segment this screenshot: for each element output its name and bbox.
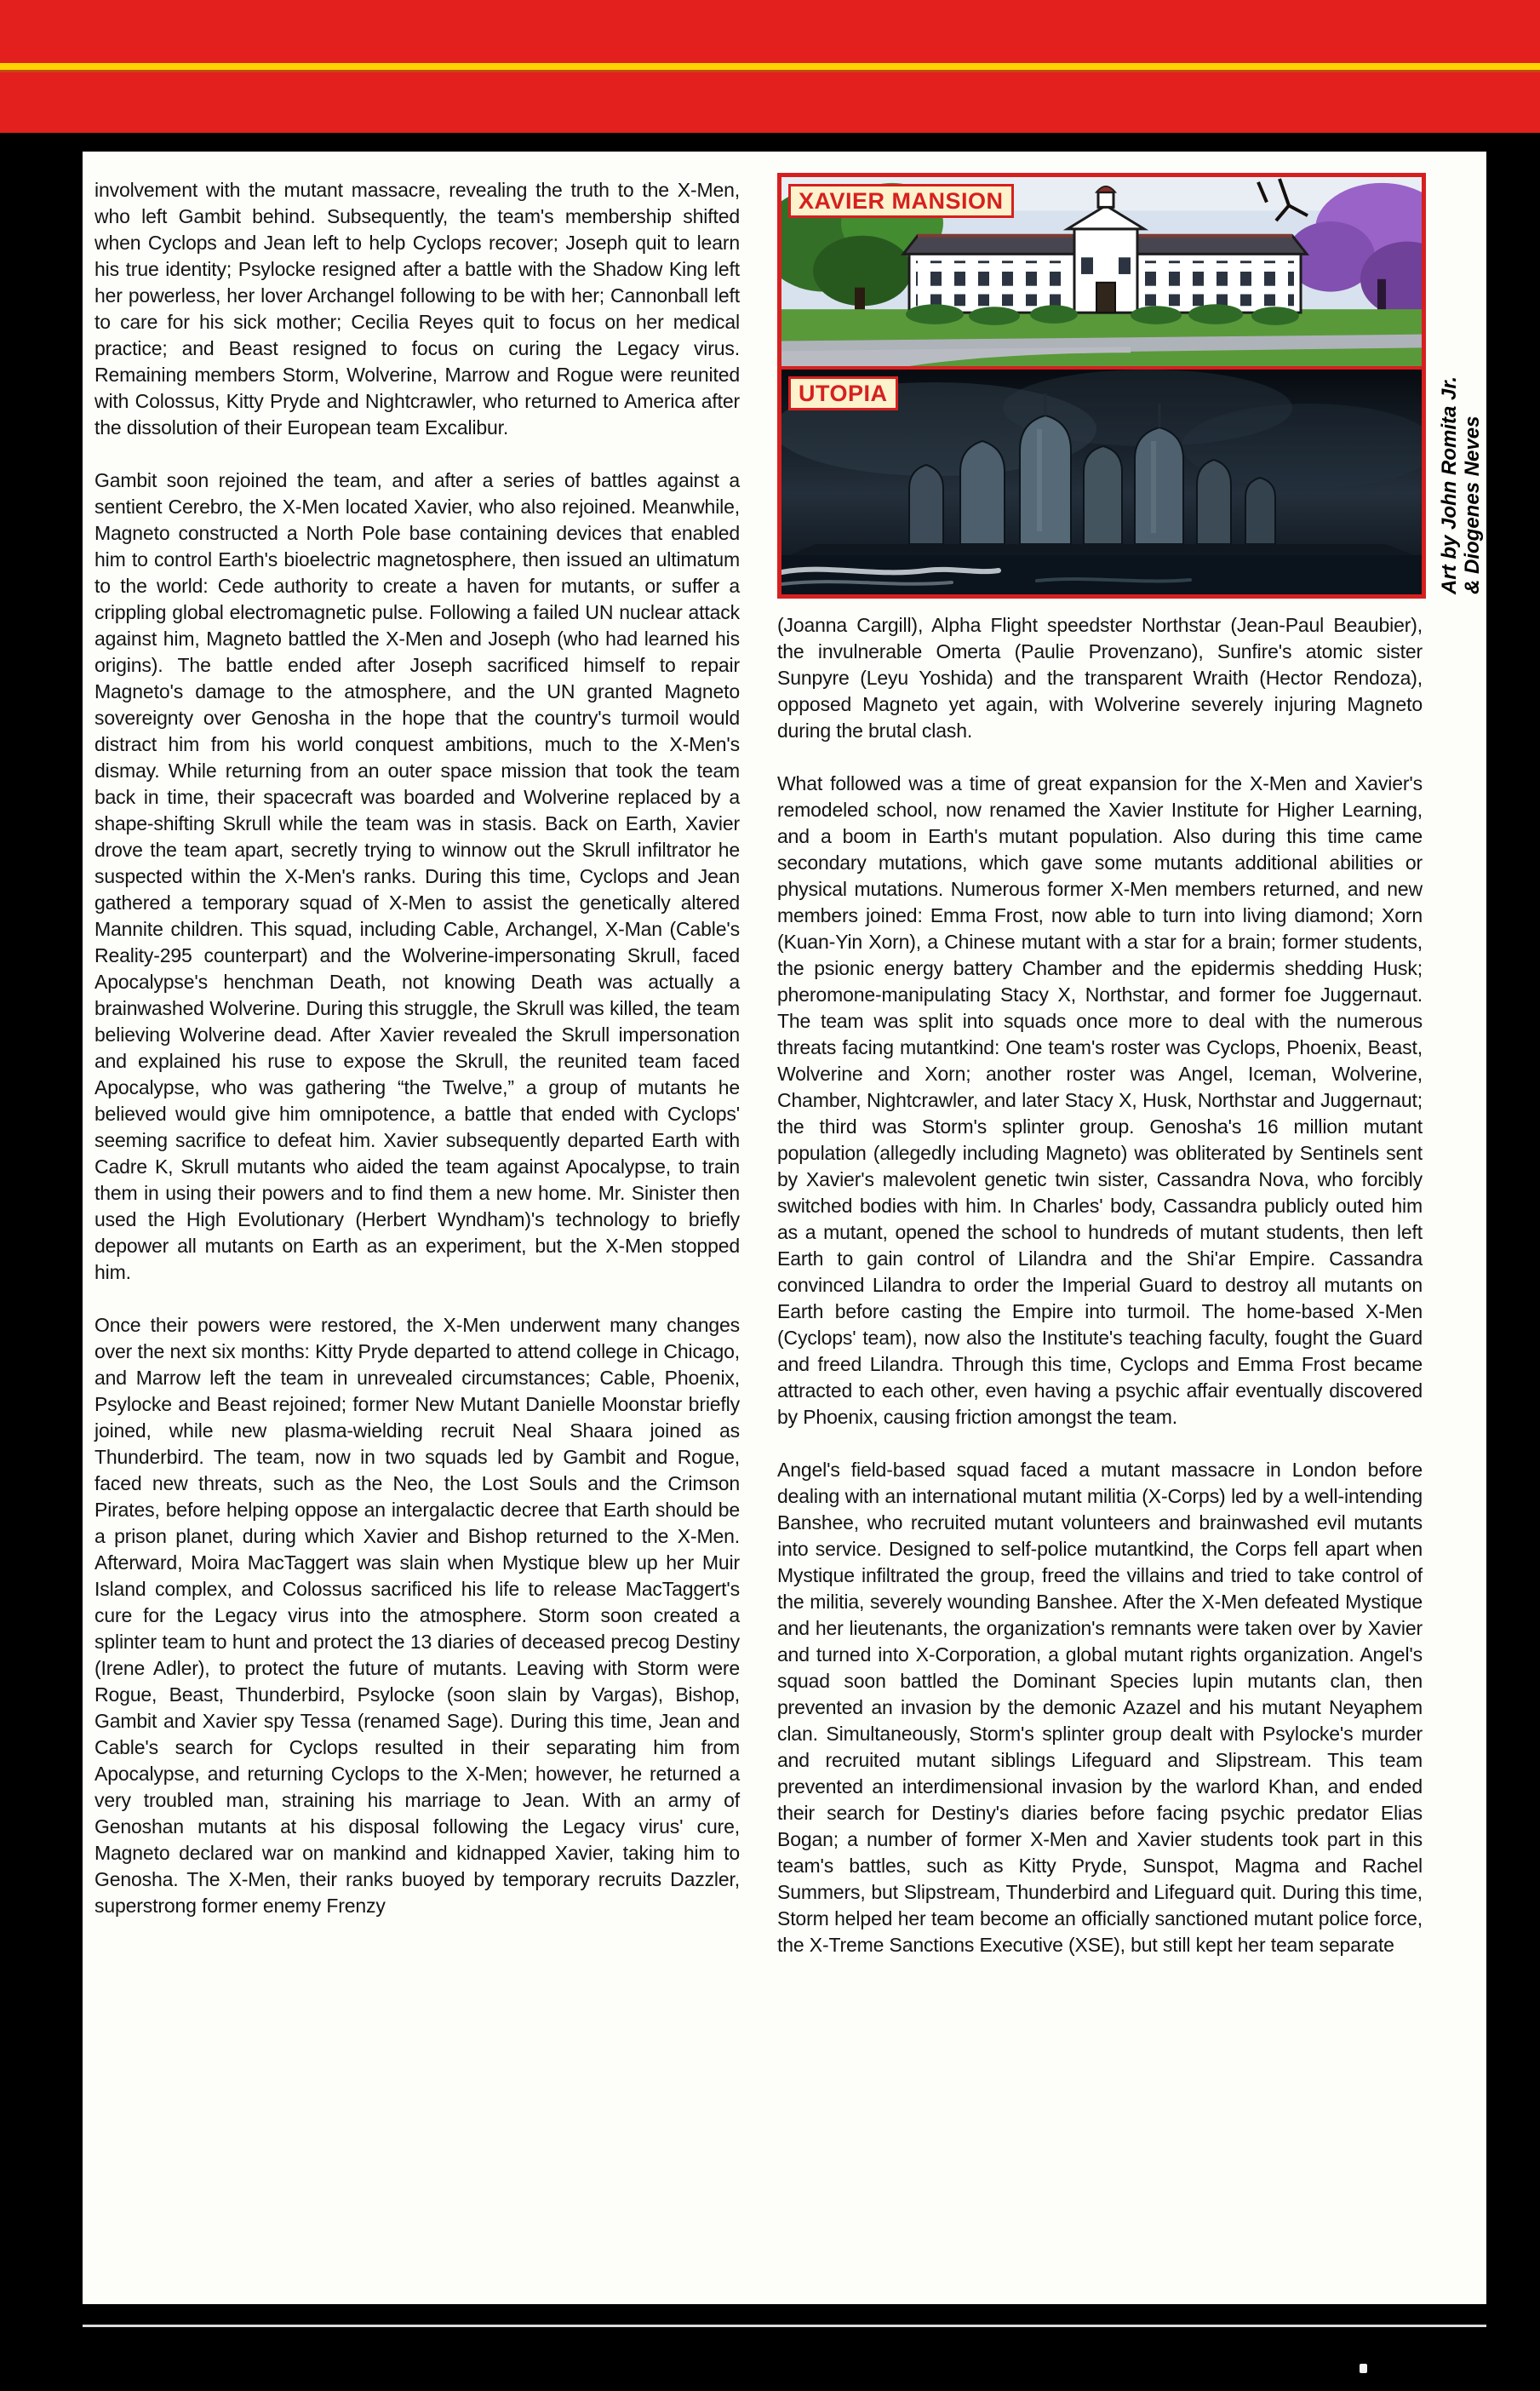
body-paragraph: involvement with the mutant massacre, revealing the truth to the X-Men, who left Gambit behind. Subsequently, the team's membership shifted when Cyclops and Jean left to help Cyclops recover; Joseph quit to learn his true identity; Psylocke resigned after a battle with the Shadow King left her powerless, her lover Archangel following to be with her; Cannonball left to care for his sick mother; Cecilia Reyes quit to focus on her medical practice; and Beast resigned to focus on curing the Legacy virus. Remaining members Storm, Wolverine, Marrow and Rogue were reunited with Colossus, Kitty Pryde and Nightcrawler, who returned to America after the dissolution of their European team Excalibur. [94,179,740,439]
body-paragraph: (Joanna Cargill), Alpha Flight speedster Northstar (Jean-Paul Beaubier), the invulnerable Omerta (Paulie Provenzano), Sunfire's atomic sister Sunpyre (Leyu Yoshida) and the transparent Wraith (Hector Rendoza), opposed Magneto yet again, with Wolverine severely injuring Magneto during the brutal clash. [777,614,1423,742]
utopia-label: UTOPIA [788,376,898,410]
art-credit-line2: & Diogenes Neves [1461,416,1484,594]
xavier-mansion-label: XAVIER MANSION [788,184,1014,218]
utopia-art [781,370,1422,594]
left-text-column [94,177,740,1919]
xavier-mansion-art [781,177,1422,370]
body-paragraph: Gambit soon rejoined the team, and after a series of battles against a sentient Cerebro, the X-Men located Xavier, who also rejoined. Meanwhile, Magneto constructed a North Pole base containing devices that enabled him to control Earth's bioelectric magnetosphere, then issued an ultimatum to the world: Cede authority to create a haven for mutants, or suffer a crippling global electromagnetic pulse. Following a failed UN nuclear attack against him, Magneto battled the X-Men and Joseph (who had learned his origins). The battle ended after Joseph sacrificed himself to repair Magneto's damage to the atmosphere, and the UN granted Magneto sovereignty over Genosha in the hope that the country's turmoil would distract him from his world conquest ambitions, much to the X-Men's dismay. While returning from an outer space mission that took the team back in time, their spacecraft was boarded and Wolverine replaced by a shape-shifting Skrull while the team was in stasis. Back on Earth, Xavier drove the team apart, secretly trying to winnow out the Skrull infiltrator he suspected within the X-Men's ranks. During this time, Cyclops and Jean gathered a temporary squad of X-Men to assist the genetically altered Mannite children. This squad, including Cable, Archangel, X-Man (Cable's Reality-295 counterpart) and the Wolverine-impersonating Skrull, faced Apocalypse's henchman Death, not knowing Death was actually a brainwashed Wolverine. During this struggle, the Skrull was killed, the team believing Wolverine dead. After Xavier revealed the Skrull impersonation and explained his ruse to expose the Skrull, the reunited team faced Apocalypse, who was gathering “the Twelve,” a group of mutants he believed would give him omnipotence, a battle that ended with Cyclops' seeming sacrifice to defeat him. Xavier subsequently departed Earth with Cadre K, Skrull mutants who aided the team against Apocalypse, to train them in using their powers and to find them a new home. Mr. Sinister then used the High Evolutionary (Herbert Wyndham)'s technology to briefly depower all mutants on Earth as an experiment, but the X-Men stopped him. [94,469,740,1283]
right-column [777,173,1423,1958]
gold-stripe [0,63,1540,70]
right-text-column [777,612,1423,1958]
body-paragraph: Angel's field-based squad faced a mutant massacre in London before dealing with an international mutant militia (X-Corps) led by a well-intending Banshee, who recruited mutant volunteers and brainwashed evil mutants into service. Designed to self-police mutantkind, the Corps fell apart when Mystique infiltrated the group, freed the villains and tried to take control of the militia, severely wounding Banshee. After the X-Men defeated Mystique and her lieutenants, the organization's remnants were taken over by Xavier and turned into X-Corporation, a global mutant rights organization. Angel's squad soon battled the Dominant Species lupin mutants clan, then prevented an invasion by the demonic Azazel and his mutant Neyaphem clan. Simultaneously, Storm's splinter group dealt with Psylocke's murder and recruited mutant siblings Lifeguard and Slipstream. This team prevented an interdimensional invasion by the warlord Khan, and ended their search for Destiny's diaries before facing psychic predator Elias Bogan; a number of former X-Men and Xavier students took part in this team's battles, such as Kitty Pryde, Sunspot, Magma and Rachel Summers, but Slipstream, Thunderbird and Lifeguard quit. During this time, Storm helped her team become an officially sanctioned mutant police force, the X-Treme Sanctions Executive (XSE), but still kept her team separate [777,1459,1423,1956]
page-mark [1360,2364,1367,2373]
bottom-hairline [83,2325,1486,2327]
art-credit-line1: Art by John Romita Jr. [1438,376,1461,594]
gold-stripe-shadow [0,70,1540,72]
top-red-band [0,0,1540,133]
body-paragraph: Once their powers were restored, the X-Men underwent many changes over the next six months: Kitty Pryde departed to attend college in Chicago, and Marrow left the team in unrevealed circumstances; Cable, Phoenix, Psylocke and Beast rejoined; former New Mutant Danielle Moonstar briefly joined, while new plasma-wielding recruit Neal Shaara joined as Thunderbird. The team, now in two squads led by Gambit and Rogue, faced new threats, such as the Neo, the Lost Souls and the Crimson Pirates, before helping oppose an intergalactic decree that Earth should be a prison planet, during which Xavier and Bishop returned to the X-Men. Afterward, Moira MacTaggert was slain when Mystique blew up her Muir Island complex, and Colossus sacrificed his life to release MacTaggert's cure for the Legacy virus into the atmosphere. Storm soon created a splinter team to hunt and protect the 13 diaries of deceased precog Destiny (Irene Adler), to protect the future of mutants. Leaving with Storm were Rogue, Beast, Thunderbird, Psylocke (soon slain by Vargas), Bishop, Gambit and Xavier spy Tessa (renamed Sage). During this time, Jean and Cable's search for Cyclops resulted in their separating him from Apocalypse, and returning Cyclops to the X-Men; however, he returned a very troubled man, straining his marriage to Jean. With an army of Genoshan mutants at his disposal following the Legacy virus' cure, Magneto declared war on mankind and kidnapped Xavier, taking him to Genosha. The X-Men, their ranks buoyed by temporary recruits Dazzler, superstrong former enemy Frenzy [94,1314,740,1917]
art-panel [777,173,1426,599]
body-paragraph: What followed was a time of great expansion for the X-Men and Xavier's remodeled school, now renamed the Xavier Institute for Higher Learning, and a boom in Earth's mutant population. Also during this time came secondary mutations, which gave some mutants additional abilities or physical mutations. Numerous former X-Men members returned, and new members joined: Emma Frost, now able to turn into living diamond; Xorn (Kuan-Yin Xorn), a Chinese mutant with a star for a brain; former students, the psionic energy battery Chamber and the epidermis shedding Husk; pheromone-manipulating Stacy X, Northstar, and former foe Juggernaut. The team was split into squads once more to deal with the numerous threats facing mutantkind: One team's roster was Cyclops, Phoenix, Beast, Wolverine and Xorn; another roster was Angel, Iceman, Wolverine, Chamber, Nightcrawler, and later Stacy X, Husk, Northstar and Juggernaut; the third was Storm's splinter group. Genosha's 16 million mutant population (allegedly including Magneto) was obliterated by Sentinels sent by Xavier's malevolent genetic twin sister, Cassandra Nova, who forcibly switched bodies with him. In Charles' body, Cassandra publicly outed him as a mutant, opened the school to hundreds of mutant students, then left Earth to gain control of Lilandra and the Shi'ar Empire. Cassandra convinced Lilandra to order the Imperial Guard to destroy all mutants on Earth before casting the Empire into turmoil. The home-based X-Men (Cyclops' team), now also the Institute's teaching faculty, fought the Guard and freed Lilandra. Through this time, Cyclops and Emma Frost became attracted to each other, even having a psychic affair eventually discovered by Phoenix, causing friction amongst the team. [777,772,1423,1428]
page-content [83,152,1486,2304]
